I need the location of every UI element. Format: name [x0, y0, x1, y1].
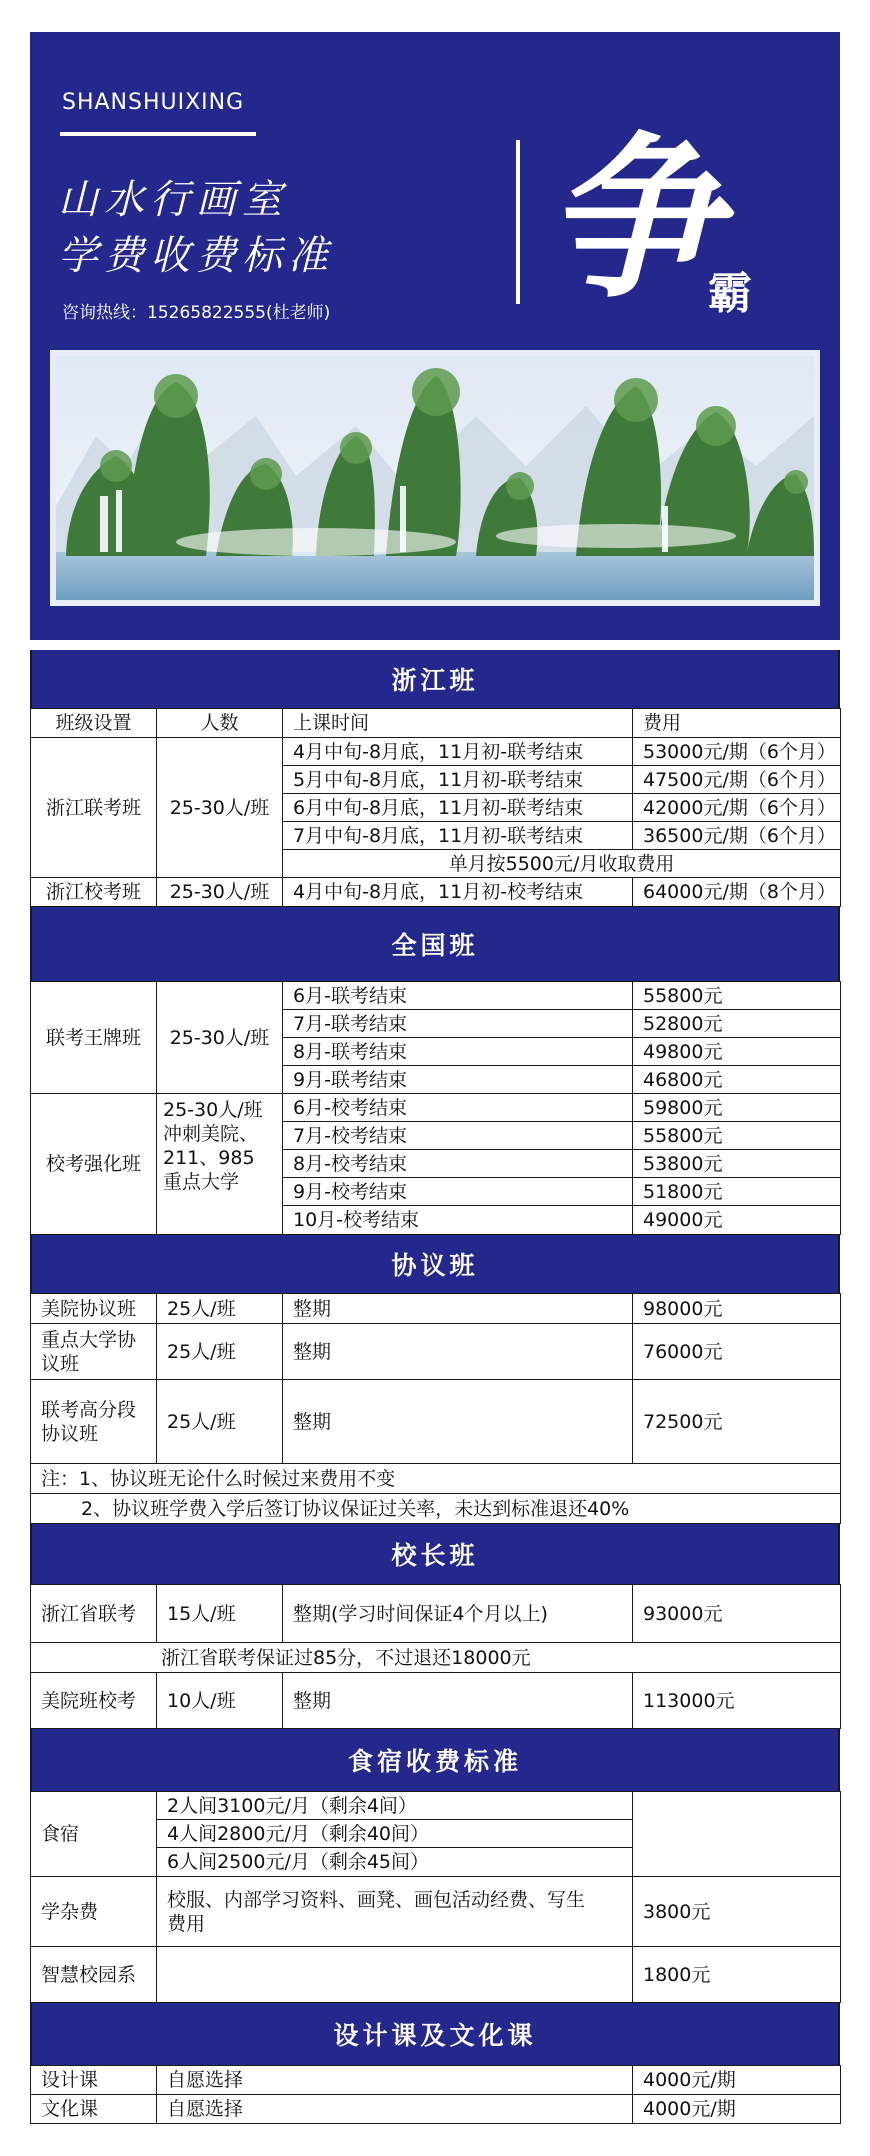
course-choice: 自愿选择 — [157, 2066, 633, 2095]
table-row — [31, 2095, 841, 2124]
table-row — [31, 982, 841, 1010]
class-time: 10月-校考结束 — [283, 1206, 633, 1235]
course-fee: 4000元/期 — [633, 2066, 841, 2095]
class-fee: 64000元/期（8个月） — [633, 878, 841, 907]
principal-guarantee: 浙江省联考保证过85分，不过退还18000元 — [31, 1643, 841, 1673]
class-fee: 76000元 — [633, 1324, 841, 1380]
class-time: 6月中旬-8月底，11月初-联考结束 — [283, 794, 633, 822]
item-name: 食宿 — [31, 1792, 157, 1877]
lodging-table — [30, 1791, 841, 2003]
class-fee: 49000元 — [633, 1206, 841, 1235]
class-size: 25-30人/班 — [157, 738, 283, 878]
item-desc: 校服、内部学习资料、画凳、画包活动经费、写生费用 — [157, 1877, 633, 1947]
table-row — [31, 1947, 841, 2003]
room-option: 4人间2800元/月（剩余40间） — [157, 1820, 633, 1848]
class-size: 25-30人/班 — [157, 878, 283, 907]
class-size: 25人/班 — [157, 1324, 283, 1380]
fee-tables — [30, 650, 840, 2124]
class-name: 校考强化班 — [31, 1094, 157, 1235]
header-banner — [30, 32, 840, 640]
class-fee: 55800元 — [633, 982, 841, 1010]
class-time: 整期 — [283, 1324, 633, 1380]
class-size: 25人/班 — [157, 1380, 283, 1464]
class-time: 6月-联考结束 — [283, 982, 633, 1010]
section-title-principal: 校长班 — [30, 1524, 840, 1584]
class-name: 美院班校考 — [31, 1673, 157, 1729]
class-time: 7月中旬-8月底，11月初-联考结束 — [283, 822, 633, 850]
table-row — [31, 1094, 841, 1122]
table-row — [31, 1380, 841, 1464]
class-fee: 42000元/期（6个月） — [633, 794, 841, 822]
national-table — [30, 981, 841, 1235]
section-title-zhejiang: 浙江班 — [30, 650, 840, 708]
agreement-table — [30, 1293, 841, 1524]
table-row — [31, 1324, 841, 1380]
vertical-divider — [516, 140, 520, 304]
class-name: 浙江校考班 — [31, 878, 157, 907]
title-line-2: 学费收费标准 — [58, 233, 334, 279]
room-option: 2人间3100元/月（剩余4间） — [157, 1792, 633, 1820]
class-time: 9月-联考结束 — [283, 1066, 633, 1094]
principal-table — [30, 1584, 841, 1729]
monthly-fee-note: 单月按5500元/月收取费用 — [283, 850, 841, 878]
class-time: 7月-校考结束 — [283, 1122, 633, 1150]
header-size: 人数 — [157, 709, 283, 738]
calligraphy-logo — [540, 112, 770, 332]
class-fee: 47500元/期（6个月） — [633, 766, 841, 794]
header-fee: 费用 — [633, 709, 841, 738]
table-row — [31, 1643, 841, 1673]
header-class: 班级设置 — [31, 709, 157, 738]
brand-underline — [60, 132, 256, 136]
table-row — [31, 1294, 841, 1324]
section-title-agreement: 协议班 — [30, 1235, 840, 1293]
item-desc-empty — [157, 1947, 633, 2003]
class-time: 整期 — [283, 1380, 633, 1464]
class-time: 7月-联考结束 — [283, 1010, 633, 1038]
class-fee: 113000元 — [633, 1673, 841, 1729]
class-size: 15人/班 — [157, 1585, 283, 1643]
class-fee: 52800元 — [633, 1010, 841, 1038]
landscape-illustration — [56, 356, 814, 600]
room-option: 6人间2500元/月（剩余45间） — [157, 1848, 633, 1877]
section-title-courses: 设计课及文化课 — [30, 2003, 840, 2065]
calligraphy-main-char: 争 — [544, 115, 721, 322]
class-fee: 72500元 — [633, 1380, 841, 1464]
class-fee: 46800元 — [633, 1066, 841, 1094]
class-name: 浙江联考班 — [31, 738, 157, 878]
item-name: 学杂费 — [31, 1877, 157, 1947]
item-fee-empty — [633, 1792, 841, 1877]
class-fee: 93000元 — [633, 1585, 841, 1643]
class-name: 美院协议班 — [31, 1294, 157, 1324]
courses-table — [30, 2065, 841, 2124]
table-header-row — [31, 709, 841, 738]
class-fee: 53800元 — [633, 1150, 841, 1178]
class-time: 8月-校考结束 — [283, 1150, 633, 1178]
karst-mountain-landscape-image — [50, 350, 820, 606]
course-name: 设计课 — [31, 2066, 157, 2095]
class-fee: 98000元 — [633, 1294, 841, 1324]
table-row — [31, 1673, 841, 1729]
table-row — [31, 1792, 841, 1820]
note-row — [31, 1464, 841, 1494]
class-fee: 53000元/期（6个月） — [633, 738, 841, 766]
class-size: 25人/班 — [157, 1294, 283, 1324]
section-title-lodging: 食宿收费标准 — [30, 1729, 840, 1791]
class-name: 重点大学协议班 — [31, 1324, 157, 1380]
class-size: 10人/班 — [157, 1673, 283, 1729]
class-time: 4月中旬-8月底，11月初-联考结束 — [283, 738, 633, 766]
class-time: 9月-校考结束 — [283, 1178, 633, 1206]
class-time: 6月-校考结束 — [283, 1094, 633, 1122]
agreement-note-1: 注：1、协议班无论什么时候过来费用不变 — [31, 1464, 841, 1494]
table-row — [31, 1877, 841, 1947]
size-line: 25-30人/班 — [163, 1099, 263, 1121]
section-title-national: 全国班 — [30, 907, 840, 981]
class-name: 联考王牌班 — [31, 982, 157, 1094]
class-time: 整期 — [283, 1294, 633, 1324]
item-fee: 3800元 — [633, 1877, 841, 1947]
class-fee: 59800元 — [633, 1094, 841, 1122]
class-time: 8月-联考结束 — [283, 1038, 633, 1066]
table-row — [31, 1585, 841, 1643]
table-row — [31, 738, 841, 766]
size-line: 211、985 — [163, 1147, 255, 1169]
class-fee: 55800元 — [633, 1122, 841, 1150]
class-fee: 49800元 — [633, 1038, 841, 1066]
class-time: 5月中旬-8月底，11月初-联考结束 — [283, 766, 633, 794]
course-name: 文化课 — [31, 2095, 157, 2124]
hotline-text: 咨询热线：15265822555(杜老师) — [62, 303, 331, 323]
title-line-1: 山水行画室 — [58, 177, 288, 223]
class-time: 整期 — [283, 1673, 633, 1729]
course-choice: 自愿选择 — [157, 2095, 633, 2124]
class-name: 联考高分段协议班 — [31, 1380, 157, 1464]
class-name: 浙江省联考 — [31, 1585, 157, 1643]
agreement-note-2: 2、协议班学费入学后签订协议保证过关率，未达到标准退还40% — [31, 1494, 841, 1524]
class-time: 4月中旬-8月底，11月初-校考结束 — [283, 878, 633, 907]
header-time: 上课时间 — [283, 709, 633, 738]
size-line: 冲刺美院、 — [163, 1123, 259, 1145]
class-size: 25-30人/班 — [157, 982, 283, 1094]
class-time: 整期(学习时间保证4个月以上) — [283, 1585, 633, 1643]
class-fee: 36500元/期（6个月） — [633, 822, 841, 850]
table-row — [31, 878, 841, 907]
size-line: 重点大学 — [163, 1171, 240, 1193]
course-fee: 4000元/期 — [633, 2095, 841, 2124]
note-row — [31, 1494, 841, 1524]
brand-name: SHANSHUIXING — [62, 90, 245, 115]
class-size-multiline — [157, 1094, 283, 1235]
calligraphy-side-char: 霸 — [708, 268, 752, 319]
table-row — [31, 2066, 841, 2095]
class-fee: 51800元 — [633, 1178, 841, 1206]
item-name: 智慧校园系 — [31, 1947, 157, 2003]
item-fee: 1800元 — [633, 1947, 841, 2003]
zhejiang-table — [30, 708, 841, 907]
